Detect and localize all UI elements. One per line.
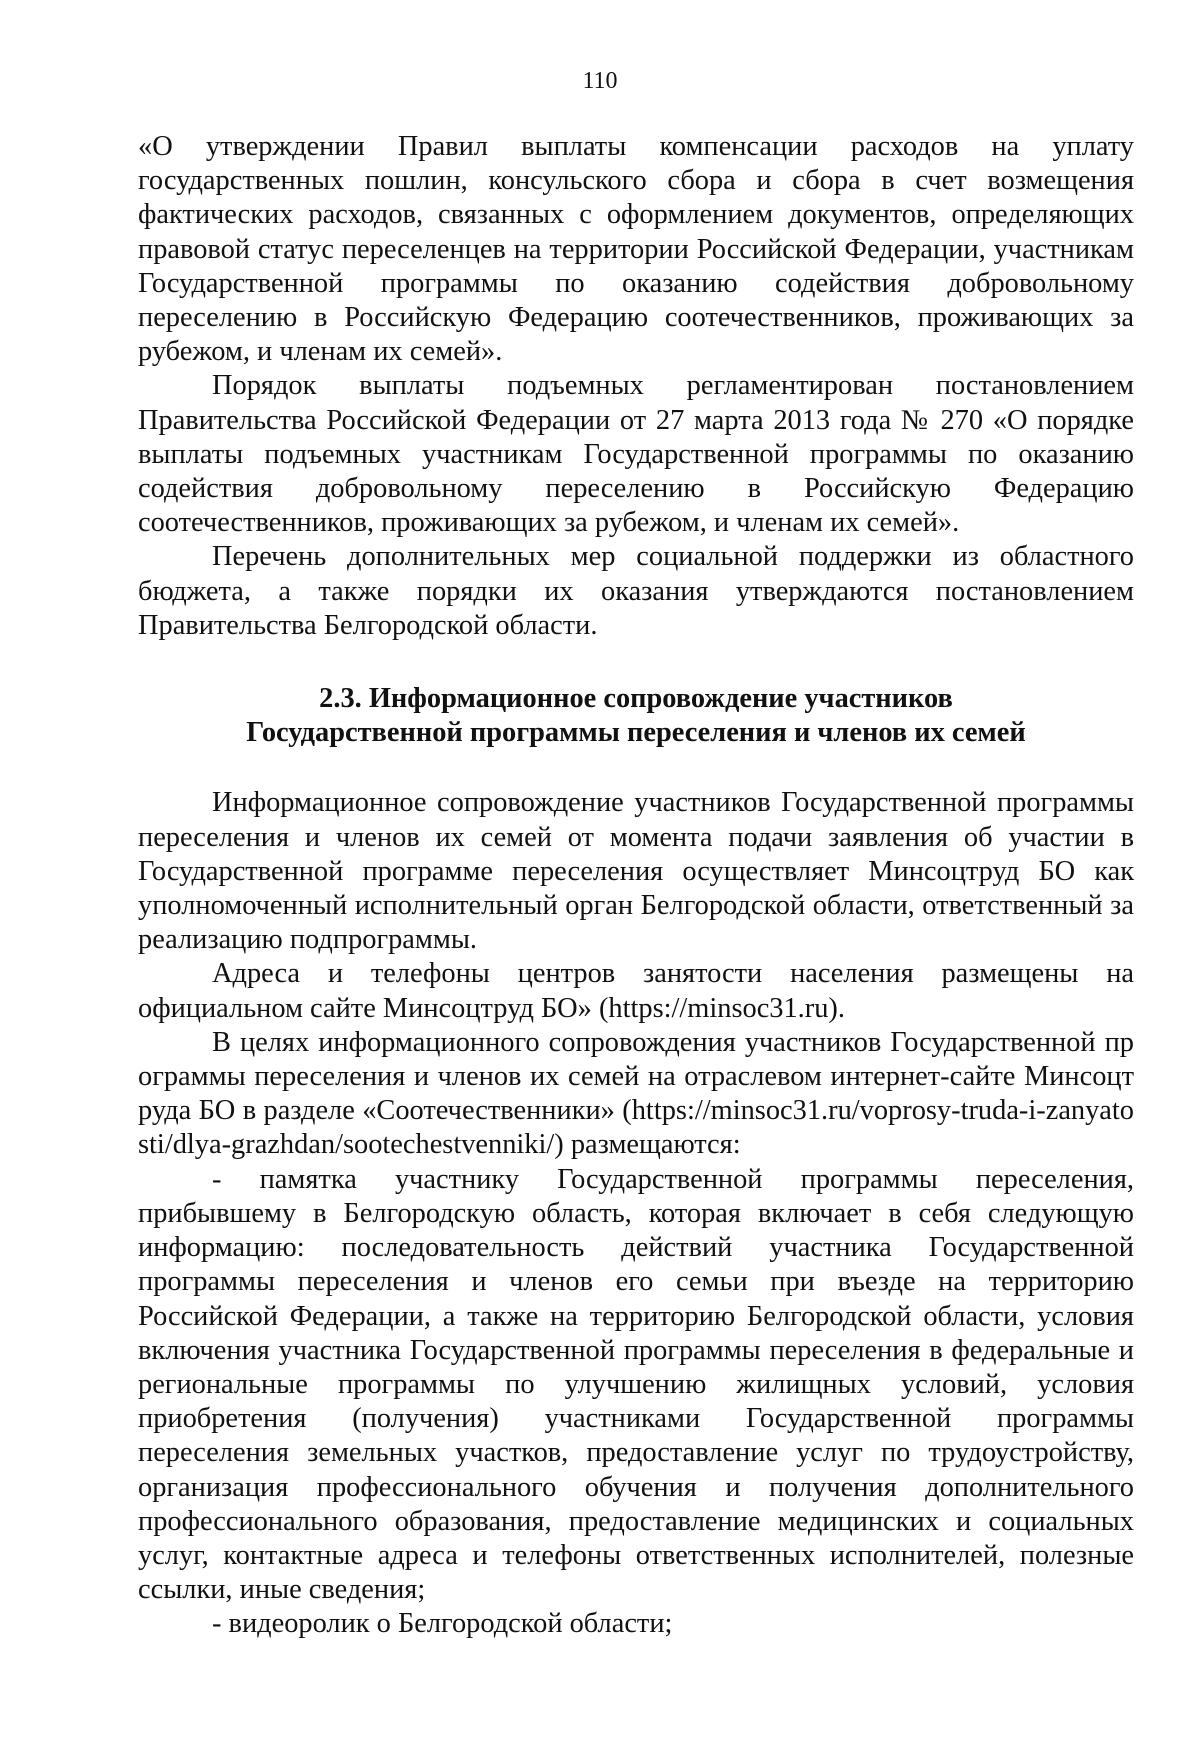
list-item-video: - видеоролик о Белгородской области;: [212, 1608, 673, 1640]
page-number: 110: [582, 68, 618, 94]
section-heading: [138, 682, 1134, 750]
section-heading-line-2: Государственной программы переселения и членов их семей: [246, 717, 1026, 749]
list-item-memo: - памятка участнику Государственной программы переселения, прибывшему в Белгородскую область, которая включает в себя следующую информацию: последовательность действий участника Государственной программы переселения и членов его семьи при въезде на территорию Российской Федерации, а также на территорию Белгородской области, условия включения участника Государственной программы переселения в федеральные и региональные программы по улучшению жилищных условий, условия приобретения (получения) участниками Государственной программы переселения земельных участков, предоставление услуг по трудоустройству, организация профессионального обучения и получения дополнительного профессионального образования, предоставление медицинских и социальных услуг, контактные адреса и телефоны ответственных исполнителей, полезные ссылки, иные сведения;: [138, 1163, 1134, 1606]
paragraph-website-section: В целях информационного сопровождения участников Государственной программы переселения и членов их семей на отраслевом интернет-сайте Минсоцтруда БО в разделе «Соотечественники» (https://minsoc31.ru/voprosy-truda-i-zanyatosti/dlya-grazhdan/sootechestvenniki/) размещаются:: [138, 1026, 1134, 1161]
document-body: [138, 130, 1134, 1642]
paragraph-lifting-payments: Порядок выплаты подъемных регламентирован постановлением Правительства Российской Федерации от 27 марта 2013 года № 270 «О порядке выплаты подъемных участникам Государственной программы по оказанию содействия добровольному переселению в Российскую Федерацию соотечественников, проживающих за рубежом, и членам их семей».: [138, 370, 1134, 539]
paragraph-additional-support: Перечень дополнительных мер социальной поддержки из областного бюджета, а также порядки их оказания утверждаются постановлением Правительства Белгородской области.: [138, 541, 1134, 641]
paragraph-addresses: Адреса и телефоны центров занятости населения размещены на официальном сайте Минсоцтруд БО» (https://minsoc31.ru).: [138, 958, 1134, 1024]
paragraph-info-support: Информационное сопровождение участников Государственной программы переселения и членов их семей от момента подачи заявления об участии в Государственной программе переселения осуществляет Минсоцтруд БО как уполномоченный исполнительный орган Белгородской области, ответственный за реализацию подпрограммы.: [138, 787, 1134, 956]
paragraph-rules-title-continuation: «О утверждении Правил выплаты компенсации расходов на уплату государственных пошлин, консульского сбора и сбора в счет возмещения фактических расходов, связанных с оформлением документов, определяющих правовой статус переселенцев на территории Российской Федерации, участникам Государственной программы по оказанию содействия добровольному переселению в Российскую Федерацию соотечественников, проживающих за рубежом, и членам их семей».: [138, 131, 1134, 368]
section-heading-line-1: 2.3. Информационное сопровождение участников: [319, 683, 953, 715]
